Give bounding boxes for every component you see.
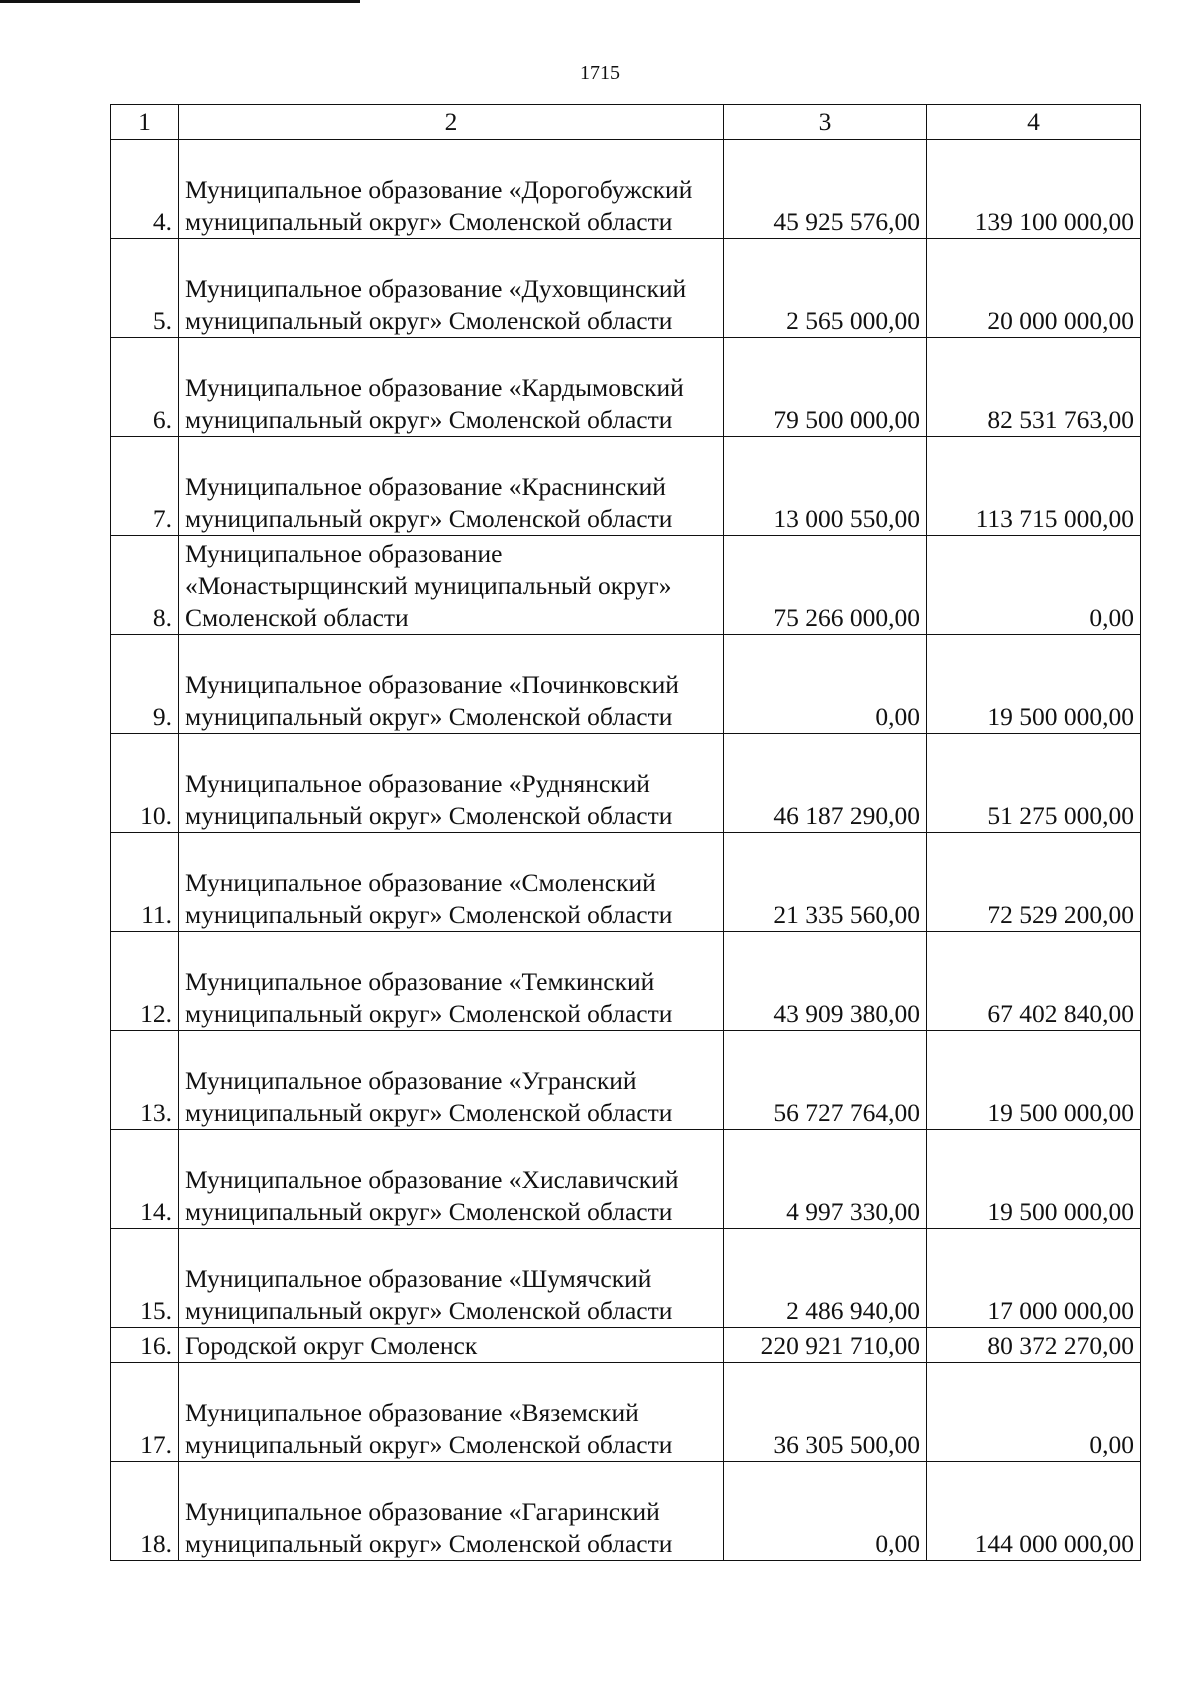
table-row bbox=[111, 140, 1141, 239]
municipality-name: Муниципальное образование «Темкинский муниципальный округ» Смоленской области bbox=[179, 932, 724, 1031]
amount-col3: 2 565 000,00 bbox=[724, 239, 927, 338]
amount-col3: 56 727 764,00 bbox=[724, 1031, 927, 1130]
row-number: 14. bbox=[111, 1130, 179, 1229]
amount-col3: 220 921 710,00 bbox=[724, 1328, 927, 1363]
amount-col4: 51 275 000,00 bbox=[927, 734, 1141, 833]
municipality-name: Муниципальное образование «Хиславичский муниципальный округ» Смоленской области bbox=[179, 1130, 724, 1229]
municipality-name: Городской округ Смоленск bbox=[179, 1328, 724, 1363]
table-row bbox=[111, 833, 1141, 932]
amount-col4: 82 531 763,00 bbox=[927, 338, 1141, 437]
row-number: 13. bbox=[111, 1031, 179, 1130]
header-row bbox=[111, 105, 1141, 140]
column-header: 4 bbox=[927, 105, 1141, 140]
amount-col4: 0,00 bbox=[927, 1363, 1141, 1462]
municipality-name: Муниципальное образование «Угранский муниципальный округ» Смоленской области bbox=[179, 1031, 724, 1130]
amount-col4: 19 500 000,00 bbox=[927, 1031, 1141, 1130]
municipality-name: Муниципальное образование «Монастырщинский муниципальный округ» Смоленской области bbox=[179, 536, 724, 635]
amount-col4: 20 000 000,00 bbox=[927, 239, 1141, 338]
row-number: 17. bbox=[111, 1363, 179, 1462]
amount-col4: 67 402 840,00 bbox=[927, 932, 1141, 1031]
municipality-name: Муниципальное образование «Шумячский муниципальный округ» Смоленской области bbox=[179, 1229, 724, 1328]
table-row bbox=[111, 1363, 1141, 1462]
amount-col3: 36 305 500,00 bbox=[724, 1363, 927, 1462]
row-number: 7. bbox=[111, 437, 179, 536]
row-number: 15. bbox=[111, 1229, 179, 1328]
row-number: 11. bbox=[111, 833, 179, 932]
amount-col4: 144 000 000,00 bbox=[927, 1462, 1141, 1561]
table-row bbox=[111, 536, 1141, 635]
table-row bbox=[111, 1328, 1141, 1363]
municipality-name: Муниципальное образование «Починковский муниципальный округ» Смоленской области bbox=[179, 635, 724, 734]
amount-col3: 21 335 560,00 bbox=[724, 833, 927, 932]
amount-col4: 19 500 000,00 bbox=[927, 1130, 1141, 1229]
municipality-name: Муниципальное образование «Краснинский муниципальный округ» Смоленской области bbox=[179, 437, 724, 536]
page-number: 1715 bbox=[580, 62, 620, 84]
amount-col3: 13 000 550,00 bbox=[724, 437, 927, 536]
table-row bbox=[111, 734, 1141, 833]
municipality-name: Муниципальное образование «Вяземский муниципальный округ» Смоленской области bbox=[179, 1363, 724, 1462]
table-row bbox=[111, 635, 1141, 734]
amount-col3: 46 187 290,00 bbox=[724, 734, 927, 833]
row-number: 8. bbox=[111, 536, 179, 635]
table-row bbox=[111, 1031, 1141, 1130]
amount-col3: 0,00 bbox=[724, 1462, 927, 1561]
amount-col4: 80 372 270,00 bbox=[927, 1328, 1141, 1363]
table-row bbox=[111, 437, 1141, 536]
column-header: 2 bbox=[179, 105, 724, 140]
table-row bbox=[111, 239, 1141, 338]
column-header: 1 bbox=[111, 105, 179, 140]
row-number: 18. bbox=[111, 1462, 179, 1561]
amount-col3: 45 925 576,00 bbox=[724, 140, 927, 239]
amount-col3: 2 486 940,00 bbox=[724, 1229, 927, 1328]
municipality-name: Муниципальное образование «Кардымовский муниципальный округ» Смоленской области bbox=[179, 338, 724, 437]
amount-col4: 0,00 bbox=[927, 536, 1141, 635]
amount-col3: 75 266 000,00 bbox=[724, 536, 927, 635]
table-row bbox=[111, 338, 1141, 437]
amount-col3: 79 500 000,00 bbox=[724, 338, 927, 437]
municipality-name: Муниципальное образование «Руднянский муниципальный округ» Смоленской области bbox=[179, 734, 724, 833]
amount-col3: 0,00 bbox=[724, 635, 927, 734]
amount-col3: 4 997 330,00 bbox=[724, 1130, 927, 1229]
amount-col3: 43 909 380,00 bbox=[724, 932, 927, 1031]
row-number: 4. bbox=[111, 140, 179, 239]
table-row bbox=[111, 1462, 1141, 1561]
municipality-name: Муниципальное образование «Духовщинский муниципальный округ» Смоленской области bbox=[179, 239, 724, 338]
table-row bbox=[111, 1229, 1141, 1328]
amount-col4: 19 500 000,00 bbox=[927, 635, 1141, 734]
municipality-name: Муниципальное образование «Дорогобужский муниципальный округ» Смоленской области bbox=[179, 140, 724, 239]
table-row bbox=[111, 932, 1141, 1031]
row-number: 12. bbox=[111, 932, 179, 1031]
municipality-name: Муниципальное образование «Гагаринский муниципальный округ» Смоленской области bbox=[179, 1462, 724, 1561]
amount-col4: 72 529 200,00 bbox=[927, 833, 1141, 932]
row-number: 6. bbox=[111, 338, 179, 437]
row-number: 16. bbox=[111, 1328, 179, 1363]
row-number: 10. bbox=[111, 734, 179, 833]
amount-col4: 113 715 000,00 bbox=[927, 437, 1141, 536]
column-header: 3 bbox=[724, 105, 927, 140]
row-number: 9. bbox=[111, 635, 179, 734]
amount-col4: 17 000 000,00 bbox=[927, 1229, 1141, 1328]
amount-col4: 139 100 000,00 bbox=[927, 140, 1141, 239]
budget-table bbox=[110, 104, 1141, 1561]
top-rule bbox=[0, 0, 360, 3]
table-row bbox=[111, 1130, 1141, 1229]
row-number: 5. bbox=[111, 239, 179, 338]
municipality-name: Муниципальное образование «Смоленский муниципальный округ» Смоленской области bbox=[179, 833, 724, 932]
